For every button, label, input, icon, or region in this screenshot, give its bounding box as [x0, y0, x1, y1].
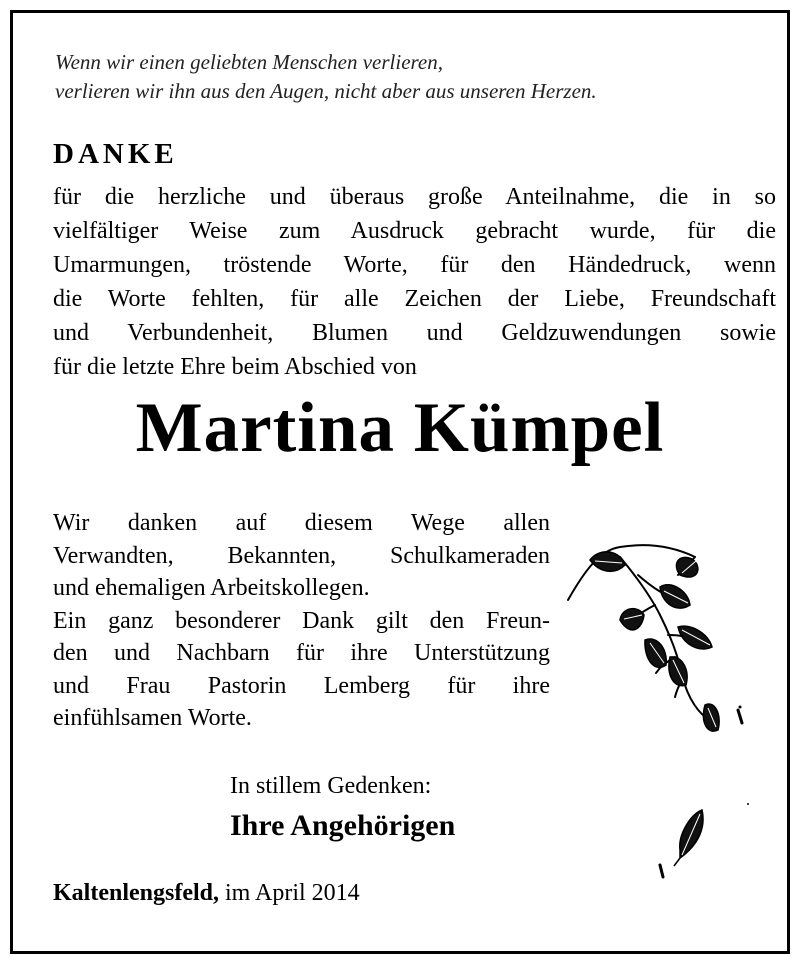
deceased-name: Martina Kümpel: [135, 389, 665, 467]
leafy-branch-illustration: [560, 535, 760, 745]
memory-line: In stillem Gedenken:: [230, 773, 432, 799]
thanks-line: Umarmungen, tröstende Worte, für den Händedruck, wenn: [53, 252, 776, 278]
additional-thanks-line: Wir danken auf diesem Wege allen: [53, 510, 550, 536]
additional-thanks-line: Ein ganz besonderer Dank gilt den Freun-: [53, 607, 550, 634]
thanks-line: und Verbundenheit, Blumen und Geldzuwendungen sowie: [53, 320, 776, 346]
additional-thanks-line: einfühlsamen Worte.: [53, 705, 252, 731]
quote: [55, 48, 775, 106]
thanks-line: die Worte fehlten, für alle Zeichen der Liebe, Freundschaft: [53, 286, 776, 312]
additional-thanks-paragraph: [53, 507, 550, 735]
thanks-paragraph: [53, 180, 776, 384]
falling-leaf-illustration: [650, 800, 760, 890]
quote-line-1: Wenn wir einen geliebten Menschen verlieren,: [55, 50, 443, 74]
additional-thanks-line: und ehemaligen Arbeitskollegen.: [53, 575, 370, 601]
signatory: Ihre Angehörigen: [230, 809, 456, 842]
thanks-line: vielfältiger Weise zum Ausdruck gebracht wurde, für die: [53, 218, 776, 244]
additional-thanks-line: Verwandten, Bekannten, Schulkameraden: [53, 542, 550, 569]
thanks-line: für die herzliche und überaus große Anteilnahme, die in so: [53, 184, 776, 210]
closing-line: [53, 880, 360, 907]
additional-thanks-line: und Frau Pastorin Lemberg für ihre: [53, 672, 550, 699]
heading-danke: DANKE: [53, 138, 178, 170]
thanks-line: für die letzte Ehre beim Abschied von: [53, 354, 417, 380]
date: im April 2014: [225, 880, 360, 906]
place-name: Kaltenlengsfeld,: [53, 880, 219, 906]
quote-line-2: verlieren wir ihn aus den Augen, nicht aber aus unseren Herzen.: [55, 79, 597, 103]
additional-thanks-line: den und Nachbarn für ihre Unterstützung: [53, 640, 550, 666]
